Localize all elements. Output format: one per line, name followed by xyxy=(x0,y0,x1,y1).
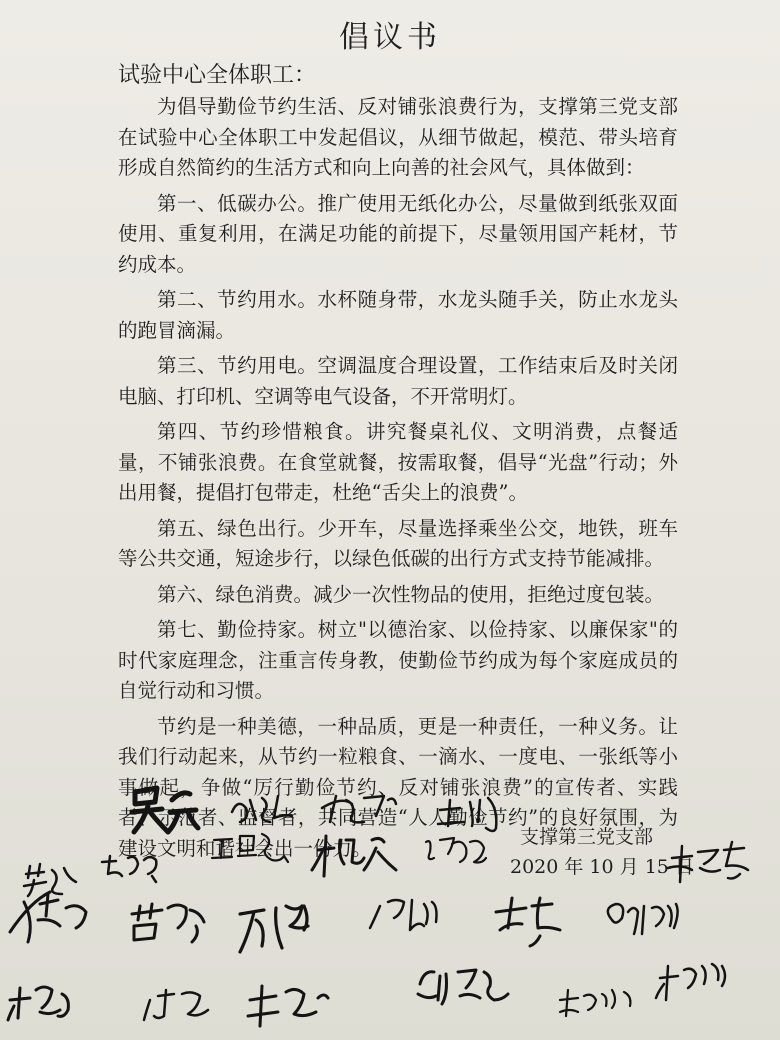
paragraph-item-2: 第二、节约用水。水杯随身带，水龙头随手关，防止水龙头的跑冒滴漏。 xyxy=(118,288,678,342)
signature-scribble-20 xyxy=(8,987,68,1020)
paragraph-item-4: 第四、节约珍惜粮食。讲究餐桌礼仪、文明消费，点餐适量，不铺张浪费。在食堂就餐，按需取餐，倡导“光盘”行动；外出用餐，提倡打包带走，杜绝“舌尖上的浪费”。 xyxy=(118,420,678,504)
signature-scribble-5 xyxy=(212,834,288,862)
paragraph-item-6: 第六、绿色消费。减少一次性物品的使用，拒绝过度包装。 xyxy=(157,582,665,606)
signature-date: 2020 年 10 月 15 日 xyxy=(510,856,694,878)
signature-scribble-18 xyxy=(418,970,508,1004)
signature-scribble-19 xyxy=(560,990,630,1016)
signature-scribble-3 xyxy=(322,796,396,822)
signature-scribble-13 xyxy=(240,906,308,952)
signature-scribble-1 xyxy=(132,788,198,832)
signature-scribble-7 xyxy=(426,838,486,863)
signature-scribble-17 xyxy=(656,964,725,1000)
signature-scribble-16 xyxy=(608,904,678,934)
paragraph-item-7: 第七、勤俭持家。树立"以德治家、以俭持家、以廉保家"的时代家庭理念，注重言传身教，使勤俭节约成为每个家庭成员的自觉行动和习惯。 xyxy=(118,618,678,702)
paragraph-item-5: 第五、绿色出行。少开车，尽量选择乘坐公交，地铁，班车等公共交通，短途步行，以绿色低碳的出行方式支持节能减排。 xyxy=(118,516,678,570)
paragraph-item-1: 第一、低碳办公。推广使用无纸化办公，尽量做到纸张双面使用、重复利用，在满足功能的前提下，尽量领用国产耗材，节约成本。 xyxy=(118,191,678,276)
signature-scribble-4 xyxy=(438,798,496,831)
signature-scribble-14 xyxy=(370,900,437,930)
greeting-line: 试验中心全体职工： xyxy=(118,63,317,88)
signature-scribble-10 xyxy=(102,856,156,882)
signature-scribble-2 xyxy=(232,796,292,822)
document-title: 倡议书 xyxy=(339,20,441,55)
signature-scribble-15 xyxy=(496,898,560,946)
signature-organization: 支撑第三党支部 xyxy=(520,826,654,848)
signature-scribble-11 xyxy=(10,892,86,942)
signature-scribble-21 xyxy=(144,990,208,1020)
signature-scribble-22 xyxy=(248,986,328,1026)
signature-scribble-12 xyxy=(132,904,204,942)
paragraph-intro: 为倡导勤俭节约生活、反对铺张浪费行为，支撑第三党支部在试验中心全体职工中发起倡议，从细节做起，模范、带头培育形成自然简约的生活方式和向上向善的社会风气，具体做到： xyxy=(118,95,678,179)
signature-scribble-8 xyxy=(668,842,748,882)
paragraph-item-3: 第三、节约用电。空调温度合理设置，工作结束后及时关闭电脑、打印机、空调等电气设备，不开常明灯。 xyxy=(118,354,678,408)
paragraph-closing: 节约是一种美德，一种品质，更是一种责任，一种义务。让我们行动起来，从节约一粒粮食、一滴水、一度电、一张纸等小事做起，争做“厉行勤俭节约、反对铺张浪费”的宣传者、实践者、示范者、监督者，共同营造“人人勤俭节约”的良好氛围，为建设文明和谐社会出一份力。 xyxy=(118,714,678,860)
signature-scribble-6 xyxy=(312,836,396,876)
